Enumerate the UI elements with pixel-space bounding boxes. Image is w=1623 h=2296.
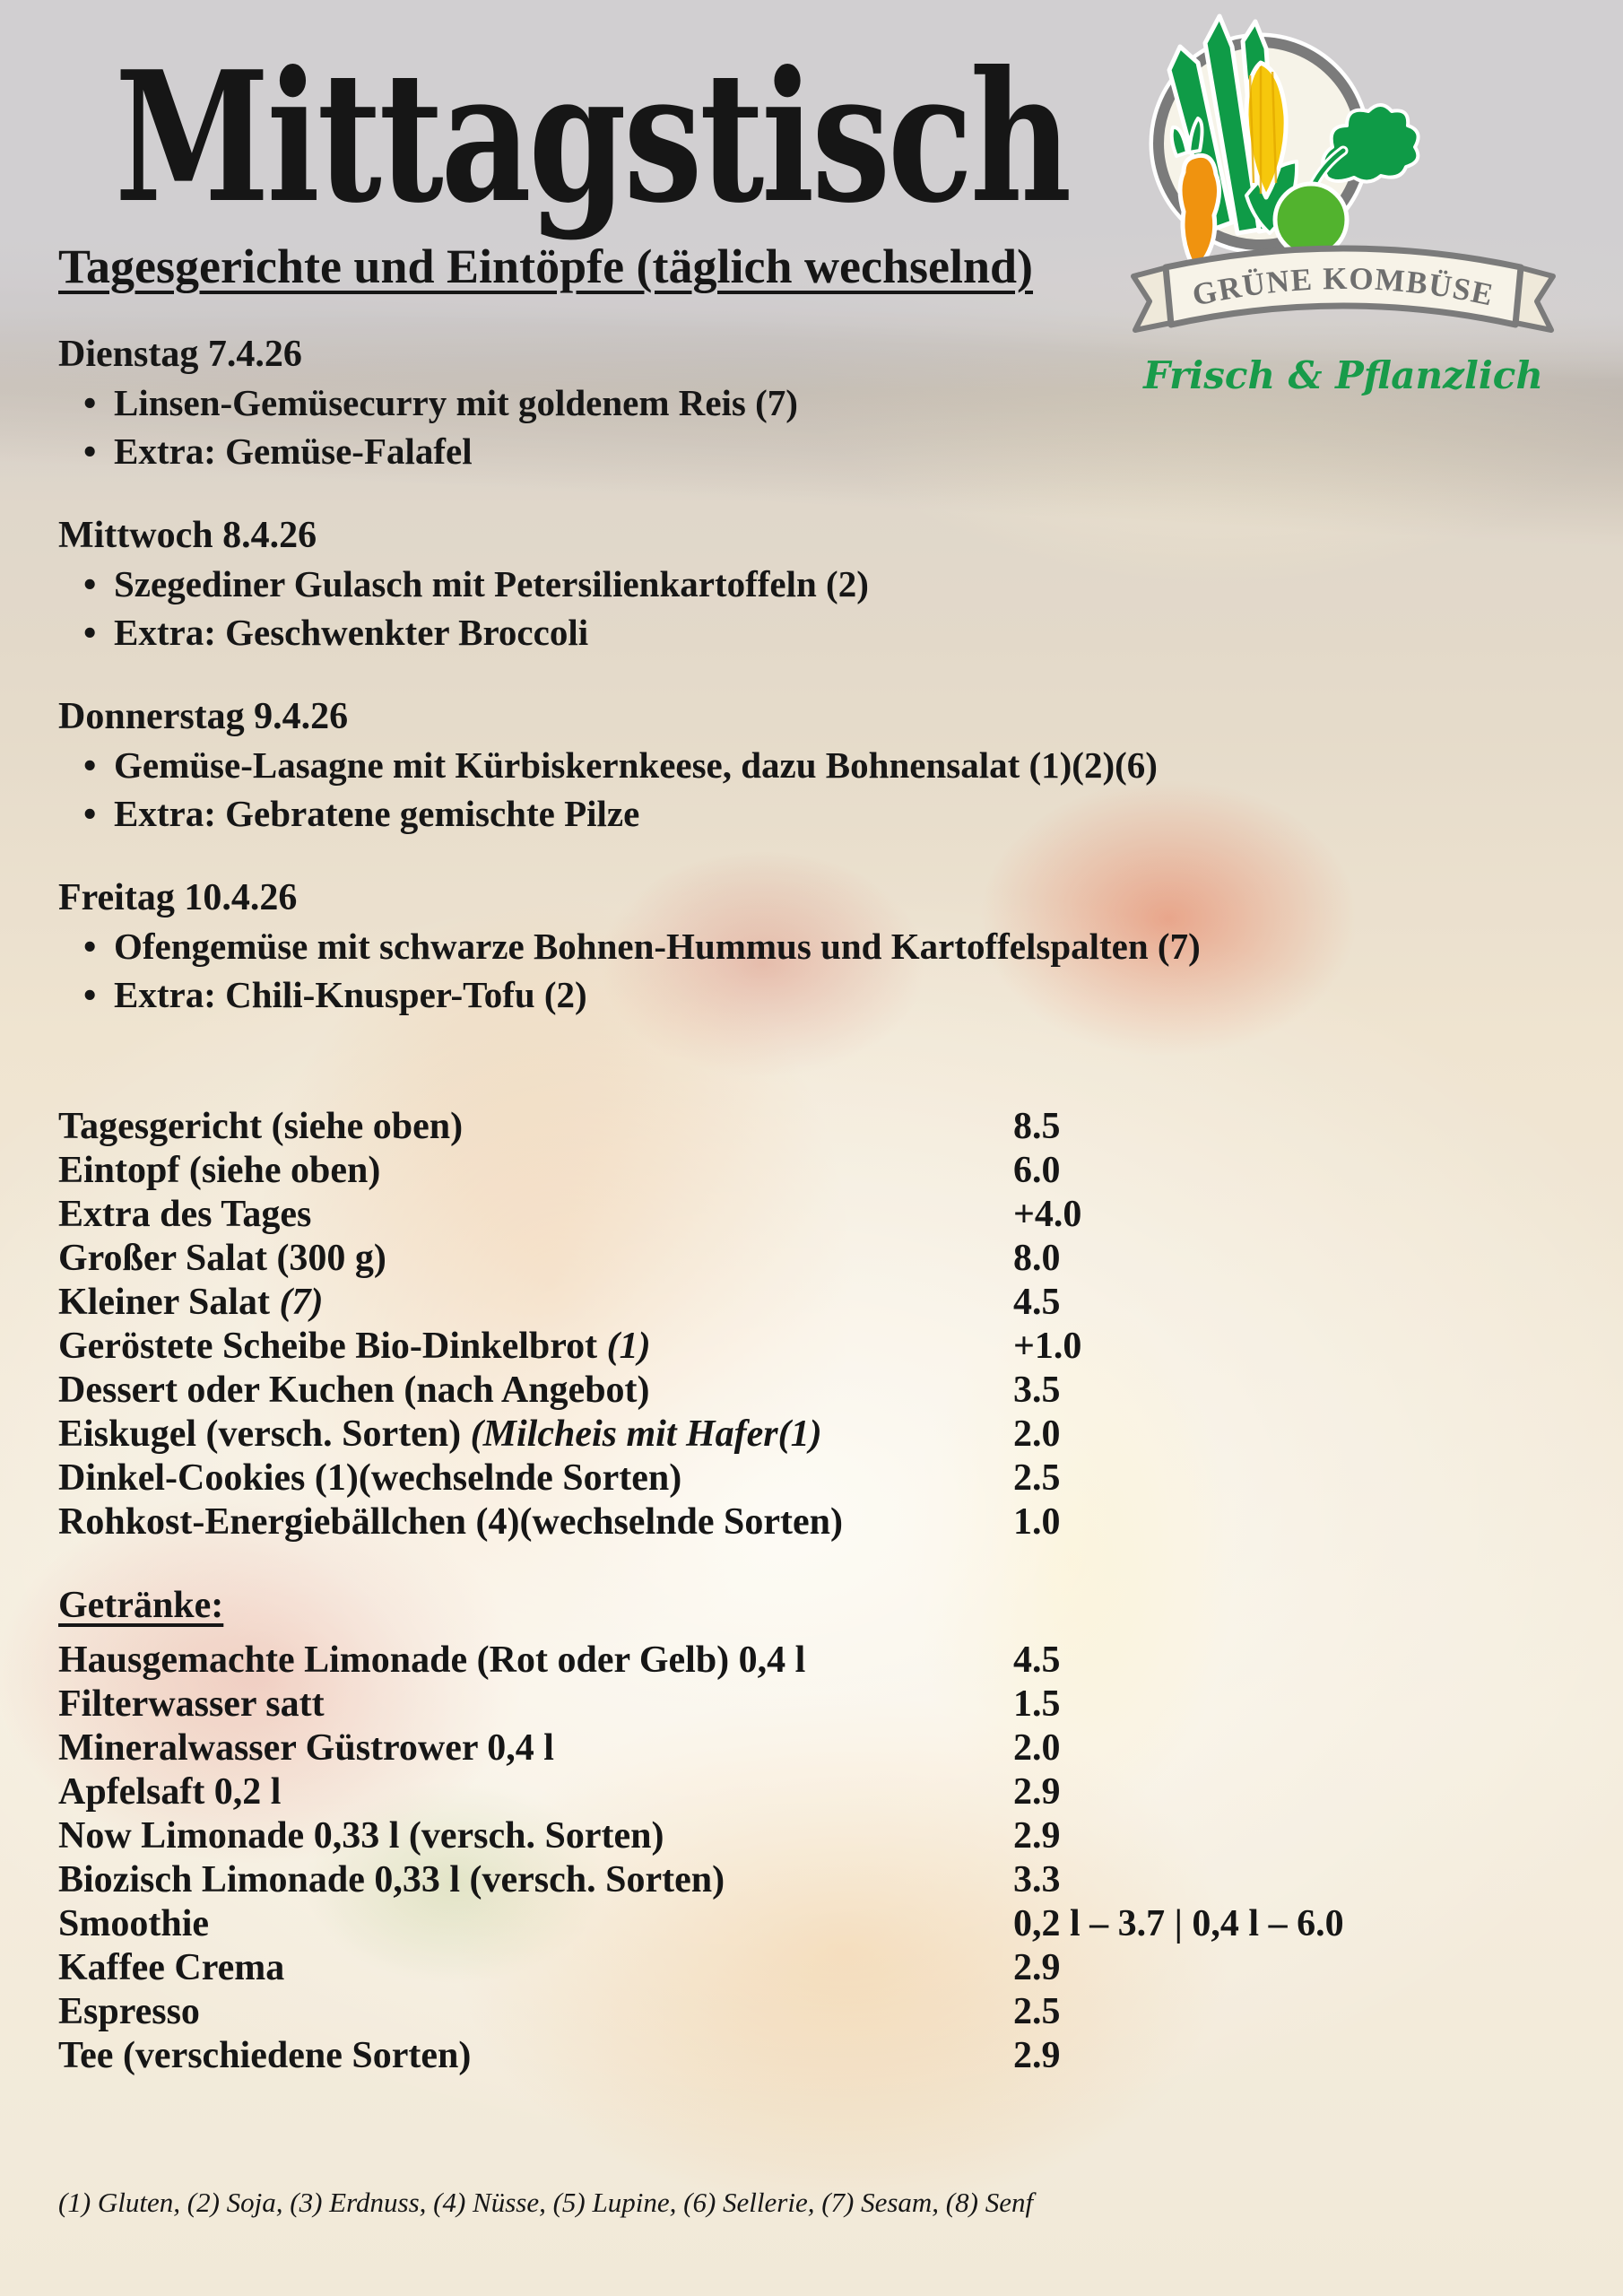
price-item-label: Dessert oder Kuchen (nach Angebot): [58, 1370, 650, 1411]
bullet-icon: •: [83, 974, 97, 1015]
day-block: [58, 874, 1201, 1019]
bullet-icon: •: [83, 430, 97, 472]
day-label: Donnerstag 9.4.26: [58, 696, 349, 737]
drink-label: Apfelsaft 0,2 l: [58, 1771, 282, 1813]
price-item-label: Großer Salat (300 g): [58, 1238, 386, 1279]
menu-item: [58, 608, 1201, 657]
daily-dishes-heading: Tagesgerichte und Eintöpfe (täglich wechselnd): [58, 239, 1034, 293]
menu-item-label: Extra: Geschwenkter Broccoli: [114, 612, 589, 653]
day-label: Freitag 10.4.26: [58, 877, 298, 918]
menu-item-label: Gemüse-Lasagne mit Kürbiskernkeese, dazu Bohnensalat (1)(2)(6): [114, 744, 1158, 786]
drink-label: Espresso: [58, 1991, 200, 2032]
drink-label: Kaffee Crema: [58, 1947, 285, 1988]
drink-price: 1.5: [1013, 1683, 1061, 1725]
price-value: +1.0: [1013, 1326, 1082, 1367]
drink-label: Filterwasser satt: [58, 1683, 325, 1725]
menu-item: [58, 922, 1201, 970]
menu-item-label: Extra: Gebratene gemischte Pilze: [114, 793, 640, 834]
menu-item: [58, 427, 1201, 475]
drink-price: 2.9: [1013, 1771, 1061, 1813]
menu-item: [58, 378, 1201, 427]
price-row: [58, 1281, 1511, 1325]
menu-item-label: Szegediner Gulasch mit Petersilienkartoffeln (2): [114, 563, 869, 604]
price-item-label: Eintopf (siehe oben): [58, 1150, 381, 1191]
drink-label: Tee (verschiedene Sorten): [58, 2035, 472, 2076]
price-item-label: Rohkost-Energiebällchen (4)(wechselnde Sorten): [58, 1501, 843, 1543]
menu-item-label: Ofengemüse mit schwarze Bohnen-Hummus und Kartoffelspalten (7): [114, 926, 1201, 967]
price-value: 1.0: [1013, 1501, 1061, 1543]
drinks-section: [58, 1584, 1511, 2078]
bullet-icon: •: [83, 926, 97, 967]
day-block: [58, 692, 1201, 838]
price-list: [58, 1105, 1511, 1544]
drink-price: 4.5: [1013, 1639, 1061, 1681]
price-item-label: Kleiner Salat: [58, 1282, 280, 1323]
price-value: 2.5: [1013, 1457, 1061, 1499]
day-block: [58, 511, 1201, 657]
drinks-list: [58, 1639, 1511, 2078]
menu-item: [58, 560, 1201, 608]
menu-item-label: Extra: Chili-Knusper-Tofu (2): [114, 974, 587, 1015]
price-value: 3.5: [1013, 1370, 1061, 1411]
drink-row: [58, 1814, 1511, 1858]
logo-banner-label: GRÜNE KOMBÜSE: [1189, 260, 1497, 313]
drink-price: 2.9: [1013, 1815, 1061, 1857]
day-items: [58, 922, 1201, 1019]
daily-specials: [58, 330, 1201, 1055]
day-block: [58, 330, 1201, 475]
drink-price: 0,2 l – 3.7 | 0,4 l – 6.0: [1013, 1903, 1344, 1944]
price-row: [58, 1457, 1511, 1500]
drink-price: 2.9: [1013, 1947, 1061, 1988]
price-item-label: Tagesgericht (siehe oben): [58, 1106, 464, 1147]
drink-row: [58, 1858, 1511, 1902]
price-row: [58, 1193, 1511, 1237]
bullet-icon: •: [83, 382, 97, 423]
menu-item: [58, 970, 1201, 1019]
drink-row: [58, 1683, 1511, 1726]
price-item-label: Geröstete Scheibe Bio-Dinkelbrot: [58, 1326, 607, 1367]
day-label: Dienstag 7.4.26: [58, 334, 302, 375]
price-row: [58, 1413, 1511, 1457]
menu-item-label: Linsen-Gemüsecurry mit goldenem Reis (7): [114, 382, 798, 423]
drink-row: [58, 1902, 1511, 1946]
logo-banner: [1133, 248, 1553, 330]
price-item-label: Dinkel-Cookies (1)(wechselnde Sorten): [58, 1457, 682, 1499]
price-row: [58, 1369, 1511, 1413]
day-label: Mittwoch 8.4.26: [58, 515, 317, 556]
price-row: [58, 1237, 1511, 1281]
drink-row: [58, 1639, 1511, 1683]
price-row: [58, 1325, 1511, 1369]
day-items: [58, 378, 1201, 475]
day-items: [58, 741, 1201, 838]
menu-item-label: Extra: Gemüse-Falafel: [114, 430, 473, 472]
drink-price: 2.0: [1013, 1727, 1061, 1769]
bullet-icon: •: [83, 744, 97, 786]
bullet-icon: •: [83, 563, 97, 604]
price-row: [58, 1149, 1511, 1193]
price-value: 6.0: [1013, 1150, 1061, 1191]
price-item-label: Extra des Tages: [58, 1194, 312, 1235]
bullet-icon: •: [83, 612, 97, 653]
price-item-label-italic: (7): [279, 1282, 324, 1323]
drink-row: [58, 2034, 1511, 2078]
drink-label: Hausgemachte Limonade (Rot oder Gelb) 0,4 l: [58, 1639, 806, 1681]
drinks-heading: Getränke:: [58, 1585, 224, 1626]
menu-item: [58, 741, 1201, 789]
drink-row: [58, 1946, 1511, 1990]
drink-price: 2.9: [1013, 2035, 1061, 2076]
price-item-label-italic: (1): [606, 1326, 651, 1367]
price-row: [58, 1500, 1511, 1544]
page-title: Mittagstisch: [115, 32, 1070, 243]
price-value: +4.0: [1013, 1194, 1082, 1235]
drink-price: 3.3: [1013, 1859, 1061, 1900]
menu-item: [58, 789, 1201, 838]
drink-row: [58, 1726, 1511, 1770]
drink-label: Biozisch Limonade 0,33 l (versch. Sorten): [58, 1859, 725, 1900]
drink-row: [58, 1770, 1511, 1814]
drink-price: 2.5: [1013, 1991, 1061, 2032]
price-item-label: Eiskugel (versch. Sorten): [58, 1413, 471, 1455]
price-row: [58, 1105, 1511, 1149]
bullet-icon: •: [83, 793, 97, 834]
price-value: 8.0: [1013, 1238, 1061, 1279]
price-value: 2.0: [1013, 1413, 1061, 1455]
price-item-label-italic: (Milcheis mit Hafer(1): [470, 1413, 822, 1455]
drink-label: Smoothie: [58, 1903, 209, 1944]
drink-label: Mineralwasser Güstrower 0,4 l: [58, 1727, 554, 1769]
day-items: [58, 560, 1201, 657]
drink-label: Now Limonade 0,33 l (versch. Sorten): [58, 1815, 664, 1857]
price-value: 8.5: [1013, 1106, 1061, 1147]
drink-row: [58, 1990, 1511, 2034]
price-value: 4.5: [1013, 1282, 1061, 1323]
logo-tagline: Frisch & Pflanzlich: [1143, 353, 1543, 397]
allergen-note: (1) Gluten, (2) Soja, (3) Erdnuss, (4) Nüsse, (5) Lupine, (6) Sellerie, (7) Sesam, (8) Senf: [58, 2187, 1034, 2218]
